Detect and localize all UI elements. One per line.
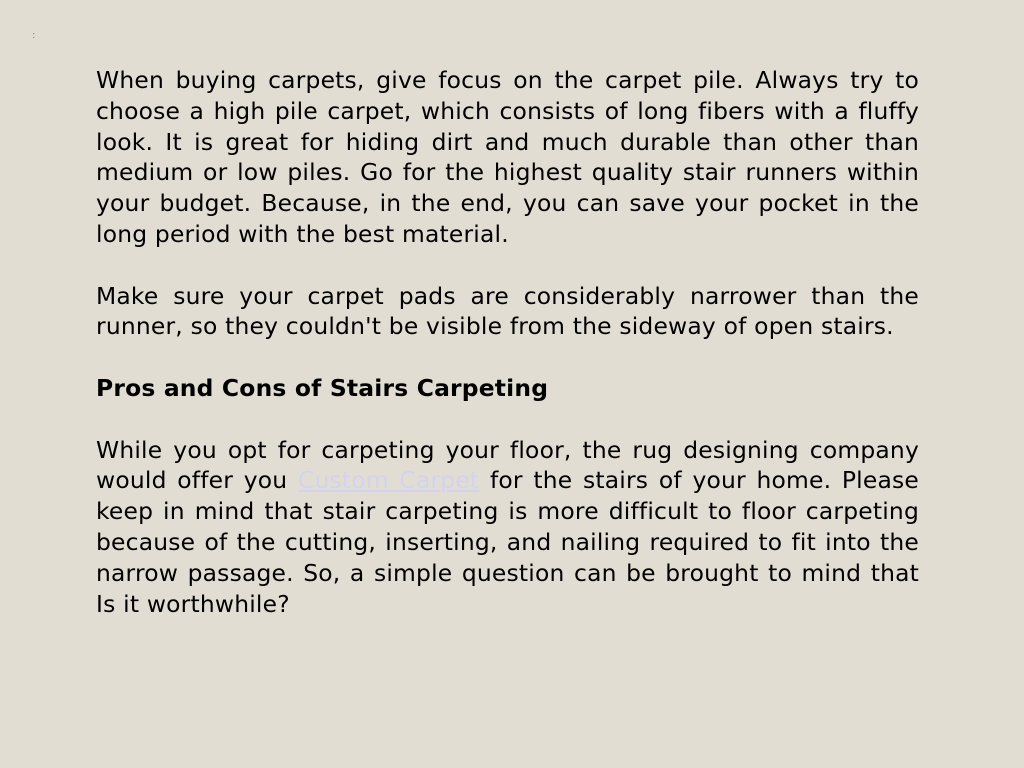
corner-mark: : — [32, 30, 36, 41]
paragraph-text-after-link: for the stairs of your home. Please keep in mind that stair carpeting is more difficult to floor carpeting because of the cutting, inserting, and nailing required to fit into the narrow passage. So, a simple question can be brought to mind that Is it worthwhile? — [96, 466, 919, 618]
paragraph-spacer — [96, 342, 919, 373]
paragraph-carpet-pile: When buying carpets, give focus on the carpet pile. Always try to choose a high pile carpet, which consists of long fibers with a fluffy look. It is great for hiding dirt and much durable than other than medium or low piles. Go for the highest quality stair runners within your budget. Because, in the end, you can save your pocket in the long period with the best material. — [96, 66, 919, 248]
paragraph-text-before-link: While you opt for carpeting your floor, the rug designing company would offer you — [96, 435, 919, 495]
paragraph-stair-carpeting — [96, 435, 919, 620]
paragraph-carpet-pads: Make sure your carpet pads are considerably narrower than the runner, so they couldn't be visible from the sideway of open stairs. — [96, 281, 919, 341]
document-body — [96, 65, 919, 619]
custom-carpet-link[interactable]: Custom Carpet — [297, 466, 480, 495]
paragraph-spacer — [96, 250, 919, 281]
section-heading: Pros and Cons of Stairs Carpeting — [96, 373, 549, 402]
paragraph-spacer — [96, 404, 919, 435]
